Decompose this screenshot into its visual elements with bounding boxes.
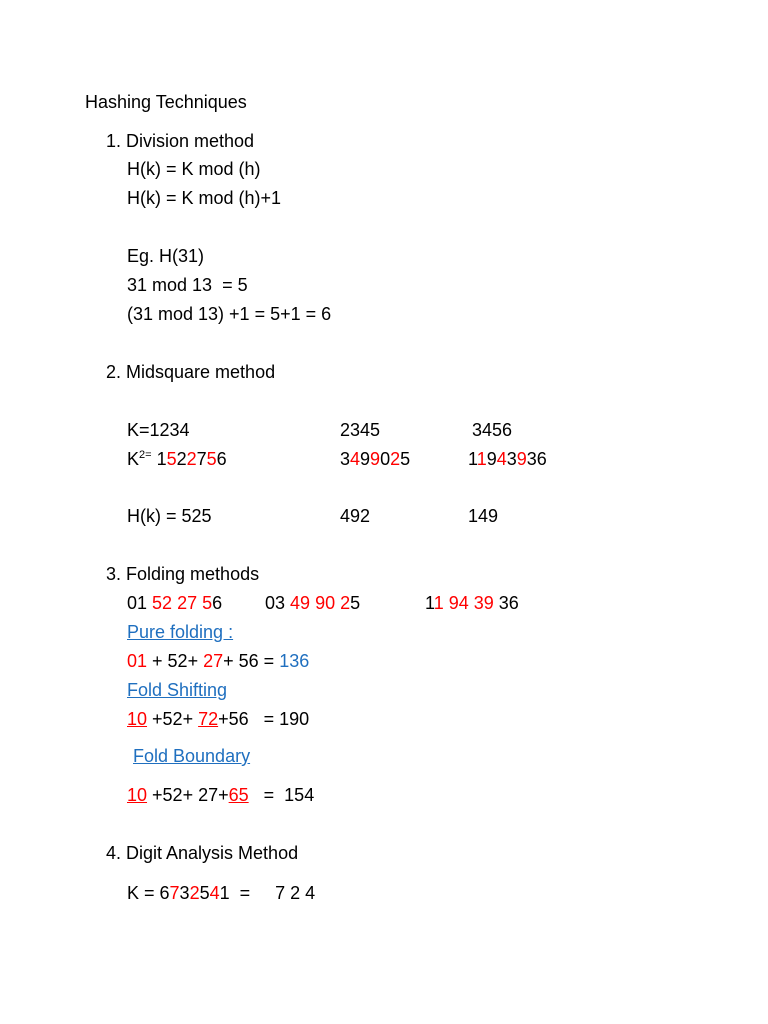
midsquare-square-row-label: $K^{2=}$ 1522756 bbox=[127, 449, 227, 469]
division-heading: 1. Division method bbox=[106, 131, 255, 151]
midsquare-hash-3: 149 bbox=[468, 506, 499, 526]
folding-heading: 3. Folding methods bbox=[106, 564, 260, 584]
midsquare-hash-2: 492 bbox=[340, 506, 371, 526]
midsquare-key-1: K=1234 bbox=[127, 420, 190, 440]
division-example-2: (31 mod 13) +1 = 5+1 = 6 bbox=[127, 304, 332, 324]
folding-group-3: 11 94 39 36 bbox=[425, 593, 519, 613]
midsquare-square-2: 3499025 bbox=[340, 449, 411, 469]
digit-analysis-heading: 4. Digit Analysis Method bbox=[106, 843, 299, 863]
division-formula-1: H(k) = K mod (h) bbox=[127, 159, 261, 179]
page-title: Hashing Techniques bbox=[85, 92, 247, 112]
division-formula-2: H(k) = K mod (h)+1 bbox=[127, 188, 282, 208]
midsquare-key-3: 3456 bbox=[472, 420, 513, 440]
pure-folding-equation: 01 + 52+ 27+ 56 = 136 bbox=[127, 651, 310, 671]
fold-shifting-label: Fold Shifting bbox=[127, 680, 228, 700]
digit-analysis-example: K = 6732541 = 7 2 4 bbox=[127, 883, 316, 903]
fold-shifting-equation: 10 +52+ 72+56 = 190 bbox=[127, 709, 310, 729]
division-example-1: 31 mod 13 = 5 bbox=[127, 275, 248, 295]
division-example-label: Eg. H(31) bbox=[127, 246, 205, 266]
fold-boundary-label: Fold Boundary bbox=[133, 746, 251, 766]
midsquare-hash-1: H(k) = 525 bbox=[127, 506, 212, 526]
midsquare-heading: 2. Midsquare method bbox=[106, 362, 276, 382]
midsquare-square-3: 11943936 bbox=[468, 449, 547, 469]
midsquare-square-1: 1522756 bbox=[156, 449, 227, 469]
folding-group-2: 03 49 90 25 bbox=[265, 593, 361, 613]
midsquare-key-2: 2345 bbox=[340, 420, 381, 440]
folding-group-1: 01 52 27 56 bbox=[127, 593, 223, 613]
fold-boundary-equation: 10 +52+ 27+65 = 154 bbox=[127, 785, 315, 805]
pure-folding-label: Pure folding : bbox=[127, 622, 234, 642]
